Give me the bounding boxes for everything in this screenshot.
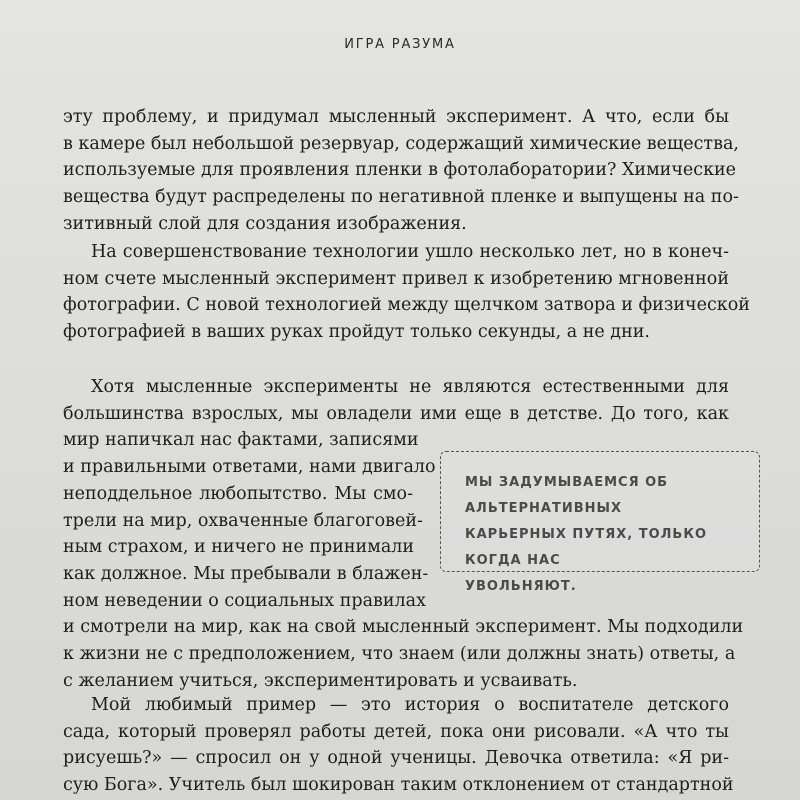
text-line: ном неведении о социальных правилах xyxy=(63,590,426,611)
text-line: и правильными ответами, нами двигало xyxy=(63,457,436,478)
pull-quote-line: МЫ ЗАДУМЫВАЕМСЯ ОБ АЛЬТЕРНАТИВНЫХ xyxy=(465,475,669,516)
text-line: как должное. Мы пребывали в блажен- xyxy=(63,563,429,584)
text-line: в камере был небольшой резервуар, содержащий химические вещества, xyxy=(63,133,739,154)
text-line: используемые для проявления пленки в фотолаборатории? Химические xyxy=(63,160,737,181)
text-line: с желанием учиться, экспериментировать и усваивать. xyxy=(63,670,578,691)
text-line: рисуешь?» — спросил он у одной ученицы. Девочка ответила: «Я ри- xyxy=(63,748,729,769)
paragraph-1 xyxy=(63,104,739,238)
text-line: к жизни не с предположением, что знаем (или должны знать) ответы, а xyxy=(63,644,736,665)
text-line: неподдельное любопытство. Мы смо- xyxy=(63,483,413,504)
text-line: На совершенствование технологии ушло несколько лет, но в конеч- xyxy=(91,242,729,262)
text-line: сада, который проверял работы детей, пока они рисовали. «А что ты xyxy=(63,721,729,742)
pull-quote-text xyxy=(465,470,739,600)
paragraph-4 xyxy=(63,692,734,799)
text-line: вещества будут распределены по негативной пленке и выпущены на по- xyxy=(63,187,739,208)
text-line: Хотя мысленные эксперименты не являются естественными для xyxy=(91,377,729,397)
text-line: ным страхом, и ничего не принимали xyxy=(63,537,415,558)
pull-quote-line: УВОЛЬНЯЮТ. xyxy=(465,579,577,594)
text-line: эту проблему, и придумал мысленный эксперимент. А что, если бы xyxy=(63,107,729,127)
text-line: ном счете мысленный эксперимент привел к изобретению мгновенной xyxy=(63,268,729,289)
text-line: и смотрели на мир, как на свой мысленный эксперимент. Мы подходили xyxy=(63,617,744,638)
text-line: большинства взрослых, мы овладели ими еще в детстве. До того, как xyxy=(63,403,729,424)
pull-quote-box xyxy=(440,451,760,594)
text-line: фотографии. С новой технологией между щелчком затвора и физической xyxy=(63,295,750,316)
paragraph-2 xyxy=(63,239,750,346)
text-line: мир напичкал нас фактами, записями xyxy=(63,430,419,451)
text-line: Мой любимый пример — это история о воспитателе детского xyxy=(91,695,729,715)
text-line: фотографией в ваших руках пройдут только секунды, а не дни. xyxy=(63,322,650,343)
text-line: трели на мир, охваченные благоговей- xyxy=(63,510,423,531)
running-header: ИГРА РАЗУМА xyxy=(344,37,456,52)
pull-quote-line: КАРЬЕРНЫХ ПУТЯХ, ТОЛЬКО КОГДА НАС xyxy=(465,527,708,568)
text-line: сую Бога». Учитель был шокирован таким отклонением от стандартной xyxy=(63,775,734,796)
text-line: зитивный слой для создания изображения. xyxy=(63,213,467,234)
